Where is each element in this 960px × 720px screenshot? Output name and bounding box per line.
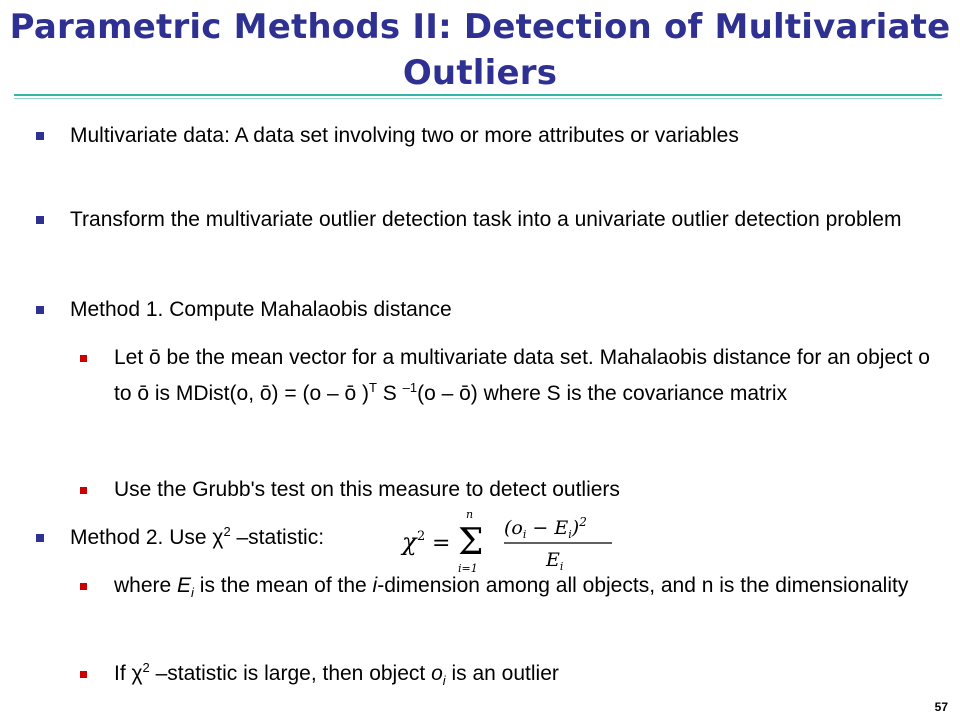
- chi-square-formula: [400, 506, 615, 576]
- sub-bullet-where: [114, 568, 934, 604]
- bullet-text: Transform the multivariate outlier detection task into a univariate outlier detection problem: [70, 208, 902, 231]
- bullet-square-icon: [36, 534, 44, 542]
- svg-text:n: n: [466, 508, 474, 521]
- bullet-text: where $E_i$ is the mean of the i-dimension among all objects, and n is the dimensionality: [114, 574, 909, 601]
- title-underline-thin: [14, 98, 942, 99]
- svg-text:i=1: i=1: [458, 562, 478, 575]
- sub-bullet-square-icon: [80, 487, 87, 494]
- sub-bullet-grubbs: [114, 472, 934, 508]
- svg-text:χ: χ: [402, 528, 417, 556]
- bullet-text: Use the Grubb's test on this measure to detect outliers: [114, 478, 620, 501]
- svg-text:Ei: $E_i$: [546, 549, 564, 573]
- svg-text:Σ: Σ: [458, 522, 484, 563]
- bullet-text: Multivariate data: A data set involving two or more attributes or variables: [70, 124, 739, 147]
- sub-bullet-square-icon: [80, 355, 87, 362]
- page-number: 57: [934, 700, 948, 714]
- svg-text:(oi − Ei)2: $(o_i - E_i)^2$: [504, 515, 587, 541]
- bullet-square-icon: [36, 306, 44, 314]
- svg-text:2: 2: [417, 529, 426, 544]
- sub-bullet-mahalanobis: [114, 340, 934, 412]
- sub-bullet-square-icon: [80, 671, 87, 678]
- sub-bullet-square-icon: [80, 583, 87, 590]
- bullet-square-icon: [36, 216, 44, 224]
- title-underline: [14, 94, 942, 96]
- bullet-square-icon: [36, 132, 44, 140]
- bullet-transform: [70, 202, 930, 238]
- bullet-text: If $\chi^2$ –statistic is large, then object $o_i$ is an outlier: [114, 660, 559, 689]
- sub-bullet-if-large: [114, 656, 934, 692]
- bullet-text: Let ō be the mean vector for a multivariate data set. Mahalaobis distance for an object o to ō is MDist(o, ō) = (o – ō )$^T$ S $^{-1}$(o – ō) where S is the covariance matrix: [114, 346, 930, 405]
- slide-title: Parametric Methods II: Detection of Multivariate Outliers: [9, 7, 951, 93]
- bullet-method-1: [70, 292, 930, 328]
- bullet-text: Method 1. Compute Mahalaobis distance: [70, 298, 452, 321]
- bullet-multivariate-data: [70, 118, 930, 154]
- bullet-text: Method 2. Use $\chi^2$ –statistic:: [70, 524, 325, 549]
- svg-text:=: =: [432, 531, 451, 556]
